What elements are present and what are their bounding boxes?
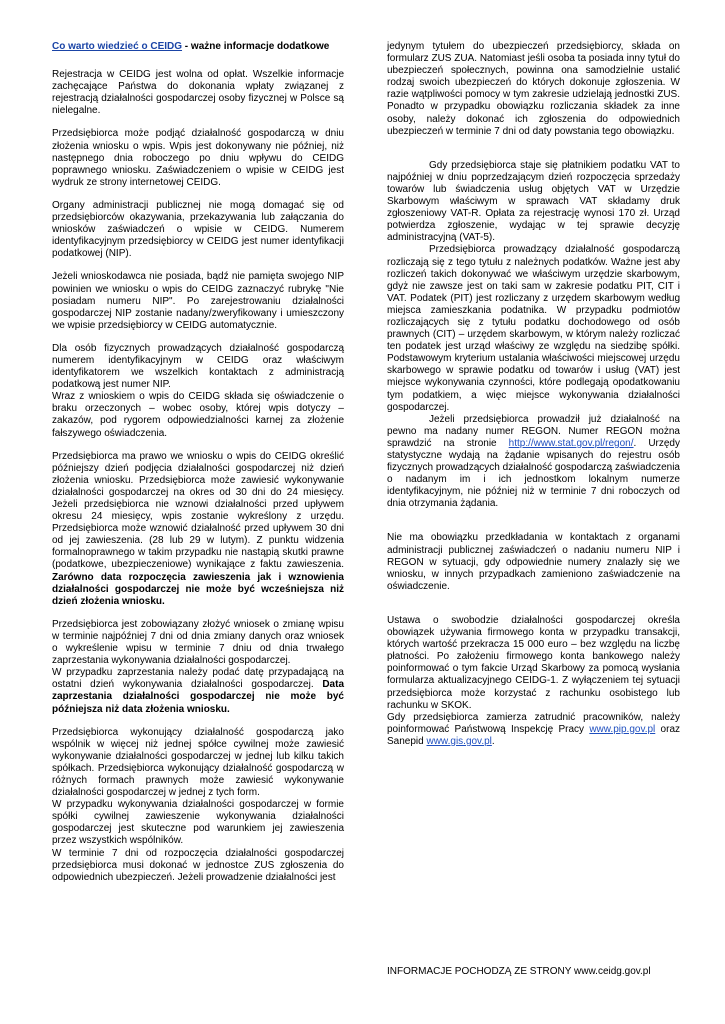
- paragraph-vat: Gdy przedsiębiorca staje się płatnikiem podatku VAT to najpóźniej w dniu poprzedzającym dzień rozpoczęcia sprzedaży towarów lub świadczenia usług objętych VAT w Urzędzie Skarbowym właściwym w sprawach VAT składamy druk zgłoszeniowy VAT-R. Opłata za rejestrację wynosi 170 zł. Urząd potwierdza zgłoszenie, wydając w tej sprawie decyzję administracyjną (VAT-5).: [387, 159, 680, 244]
- paragraph-civil-partnership: W przypadku wykonywania działalności gospodarczej w formie spółki cywilnej zawieszenie wykonywania działalności gospodarczej jest skuteczne pod warunkiem jej zawieszenia przez wszystkich wspólników.: [52, 799, 344, 847]
- employees-text-mid: oraz Sanepid: [387, 723, 681, 747]
- paragraph-bank-account: Ustawa o swobodzie działalności gospodarczej określa obowiązek używania firmowego konta w przypadku transakcji, których wartość przekracza 15 000 euro – bez względu na liczbę płatności. Po założeniu firmowego konta bankowego należy poinformować o tym fakcie Urząd Skarbowy za pomocą wysłania formularza aktualizacyjnego CEIDG-1. Z wyłączeniem tej sytuacji przedsiębiorca może korzystać z rachunku osobistego lub rachunku w SKOK.: [387, 614, 680, 711]
- paragraph-zus: W terminie 7 dni od rozpoczęcia działalności gospodarczej przedsiębiorca musi dokonać w jednostce ZUS zgłoszenia do odpowiednich ubezpieczeń. Jeżeli prowadzenie działalności jest: [52, 847, 344, 883]
- paragraph-employees: [387, 712, 680, 748]
- paragraph-start-activity: Przedsiębiorca może podjąć działalność gospodarczą w dniu złożenia wniosku o wpis. Wpis jest dokonywany nie później, niż następnego dnia roboczego po dniu wpływu do CEIDG poprawnego wniosku. Zaświadczeniem o wpisie w CEIDG jest wydruk ze strony internetowej CEIDG.: [52, 128, 344, 188]
- employees-text-post: .: [491, 735, 495, 747]
- paragraph-zus-continued: jedynym tytułem do ubezpieczeń przedsiębiorcy, składa on formularz ZUS ZUA. Natomiast jeśli osoba ta posiada inny tytuł do ubezpieczeń społecznych, powinna ona samodzielnie ustalić rodzaj swoich ubezpieczeń do których dokonuje zgłoszenia. W razie wątpliwości pomocy w tym zakresie udzielają jednostki ZUS. Ponadto w przypadku obowiązku rozliczania składek za inne osoby, należy dokonać ich zgłoszenia do odpowiednich ubezpieczeń w terminie 7 dni od daty powstania tego obowiązku.: [387, 41, 680, 137]
- paragraph-administration: Organy administracji publicznej nie mogą domagać się od przedsiębiorców okazywania, przekazywania lub załączania do wniosków zaświadczeń o wpisie w CEIDG. Numerem identyfikacyjnym przedsiębiorcy w CEIDG jest numer identyfikacji podatkowej (NIP).: [52, 199, 344, 260]
- suspension-bold-note: Zarówno data rozpoczęcia zawieszenia jak i wznowienia działalności gospodarczej nie może być wcześniejsza niż dzień złożenia wniosku.: [52, 571, 344, 607]
- regon-text-pre: Jeżeli przedsiębiorca prowadził już działalność na pewno ma nadany numer REGON. Numer REGON można sprawdzić na stronie: [387, 413, 680, 449]
- paragraph-nip-identifier: Dla osób fizycznych prowadzących działalność gospodarczą numerem identyfikacyjnym w CEIDG oraz właściwym identyfikatorem we wszelkich kontaktach z administracją podatkową jest numer NIP.: [52, 342, 344, 391]
- gis-link[interactable]: www.gis.gov.pl: [426, 735, 492, 747]
- left-column: [52, 41, 344, 884]
- paragraph-taxes: Przedsiębiorca prowadzący działalność gospodarczą rozliczają się z tego tytułu z należnych podatków. Ważne jest aby rozliczeń takich dokonywać we właściwym urzędzie skarbowym, gdyż nie zawsze jest on taki sam w zakresie podatku PIT, CIT i VAT. Podatek (PIT) jest rozliczany z urzędem skarbowym według miejsca zamieszkania podatnika. W przypadku podmiotów rozliczających się z tytułu podatku dochodowego od osób prawnych (CIT) – urzędem skarbowym, w którym należy rozliczać ten podatek jest urząd właściwy ze względu na siedzibę spółki. Podstawowym kryterium ustalania właściwości miejscowej urzędu skarbowego w sprawie podatku od towarów i usług (VAT) jest miejsce wykonywania czynności, które podlegają opodatkowaniu tym podatkiem, a więc miejsce wykonywania działalności gospodarczej.: [387, 244, 680, 413]
- paragraph-cessation: [52, 667, 344, 715]
- paragraph-suspension: [52, 451, 344, 608]
- paragraph-free-registration: Rejestracja w CEIDG jest wolna od opłat. Wszelkie informacje zachęcające Państwa do dokonania wpłaty związanej z rejestracją działalności gospodarczej osoby fizycznej w Polsce są nielegalne.: [52, 69, 344, 117]
- suspension-text: Przedsiębiorca ma prawo we wniosku o wpis do CEIDG określić późniejszy dzień podjęcia działalności gospodarczej niż dzień złożenia wniosku. Przedsiębiorca może zawiesić wykonywanie działalności gospodarczej na okres od 30 dni do 24 miesięcy. Jeżeli przedsiębiorca nie wznowi działalności przed upływem okresu 24 miesięcy, wpis zostanie wykreślony z urzędu. Przedsiębiorca może wznowić działalność przed upływem 30 dni od jej zawieszenia. (28 lub 29 w lutym). Z punktu widzenia formalnoprawnego w takim przypadku nie nastąpią skutki prawne (podatkowe, ubezpieczeniowe) wynikające z faktu zawieszenia.: [52, 450, 344, 571]
- paragraph-change-entry: Przedsiębiorca jest zobowiązany złożyć wniosek o zmianę wpisu w terminie najpóźniej 7 dni od dnia zmiany danych oraz wniosek o wykreślenie wpisu w terminie 7 dniu od dnia trwałego zaprzestania wykonywania działalności gospodarczej.: [52, 618, 344, 667]
- document-heading: [52, 41, 344, 53]
- cessation-text: W przypadku zaprzestania należy podać datę przypadającą na ostatni dzień wykonywania działalności gospodarczej.: [52, 667, 344, 691]
- paragraph-declaration: Wraz z wnioskiem o wpis do CEIDG składa się oświadczenie o braku orzeczonych – wobec osoby, której wpis dotyczy – zakazów, pod rygorem odpowiedzialności karnej za złożenie fałszywego oświadczenia.: [52, 391, 344, 439]
- paragraph-regon: [387, 414, 680, 511]
- cessation-bold-note: Data zaprzestania działalności gospodarczej nie może być późniejsza niż data złożenia wniosku.: [52, 679, 345, 715]
- heading-link[interactable]: Co warto wiedzieć o CEIDG: [52, 41, 183, 52]
- pip-link[interactable]: www.pip.gov.pl: [589, 723, 656, 735]
- regon-text-post: . Urzędy statystyczne wydają na żądanie wpisanych do rejestru osób fizycznych prowadzących działalność gospodarczą zaświadczenia o nadanym im i ich jednostkom lokalnym numerze identyfikacyjnym, nie później niż w terminie 7 dni roboczych od dnia otrzymania żądania.: [387, 437, 680, 510]
- source-footer: INFORMACJE POCHODZĄ ZE STRONY www.ceidg.gov.pl: [387, 966, 651, 977]
- paragraph-partnership: Przedsiębiorca wykonujący działalność gospodarczą jako wspólnik w więcej niż jednej spółce cywilnej może zawiesić wykonywanie działalności gospodarczej w jednej lub kilku takich spółkach. Przedsiębiorca wykonujący działalność gospodarczą w różnych formach prawnych może zawiesić wykonywanie działalności gospodarczej w jednej z tych form.: [52, 726, 344, 799]
- right-column: [387, 41, 680, 748]
- heading-subtitle: - ważne informacje dodatkowe: [182, 41, 330, 52]
- paragraph-certificates: Nie ma obowiązku przedkładania w kontaktach z organami administracji publicznej zaświadczeń o nadaniu numeru NIP i REGON w sytuacji, gdy odpowiednie numery znalazły się we wniosku, w innych przypadkach zamieniono zaświadczenie na oświadczenie.: [387, 532, 680, 592]
- paragraph-nip: Jeżeli wnioskodawca nie posiada, bądź nie pamięta swojego NIP powinien we wniosku o wpis do CEIDG zaznaczyć rubrykę "Nie posiadam numeru NIP". Po zarejestrowaniu działalności gospodarczej NIP zostanie nadany/zweryfikowany i umieszczony we wpisie przedsiębiorcy w CEIDG automatycznie.: [52, 271, 344, 331]
- regon-link[interactable]: http://www.stat.gov.pl/regon/: [508, 437, 634, 449]
- employees-text-pre: Gdy przedsiębiorca zamierza zatrudnić pracowników, należy poinformować Państwową Inspekcję Pracy: [387, 711, 680, 735]
